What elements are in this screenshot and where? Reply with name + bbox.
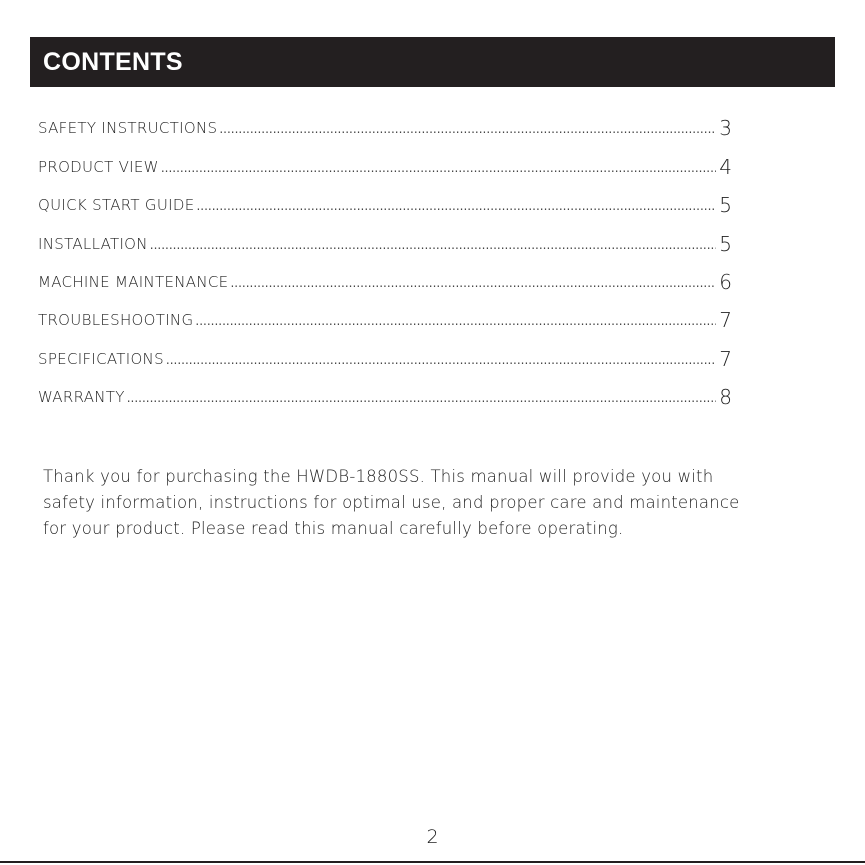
toc-entry-page: 7 — [719, 346, 732, 371]
toc-entry-page: 6 — [719, 269, 732, 294]
toc-entry-product-view[interactable] — [38, 139, 732, 177]
toc-entry-machine-maintenance[interactable] — [38, 255, 732, 293]
contents-header-bar — [30, 37, 835, 87]
toc-entry-label: WARRANTY — [38, 388, 125, 407]
toc-entry-page: 5 — [719, 193, 732, 218]
table-of-contents — [38, 101, 732, 408]
toc-entry-page: 8 — [719, 385, 732, 410]
page-number: 2 — [426, 826, 439, 848]
toc-entry-label: MACHINE MAINTENANCE — [38, 272, 229, 291]
toc-entry-label: PRODUCT VIEW — [38, 157, 159, 176]
toc-entry-page: 7 — [719, 308, 732, 333]
toc-entry-page: 4 — [719, 154, 732, 179]
toc-dot-leader — [127, 391, 716, 408]
toc-dot-leader — [196, 199, 716, 216]
intro-paragraph — [43, 464, 823, 542]
toc-entry-label: QUICK START GUIDE — [38, 196, 195, 215]
toc-entry-specifications[interactable] — [38, 331, 732, 369]
toc-entry-warranty[interactable] — [38, 370, 732, 408]
intro-line: safety information, instructions for optimal use, and proper care and maintenance — [43, 493, 740, 512]
toc-entry-label: SAFETY INSTRUCTIONS — [38, 119, 218, 138]
intro-line: Thank you for purchasing the HWDB-1880SS. This manual will provide you with — [43, 467, 714, 486]
toc-dot-leader — [161, 161, 716, 178]
intro-line: for your product. Please read this manual carefully before operating. — [43, 519, 624, 538]
toc-entry-quick-start-guide[interactable] — [38, 178, 732, 216]
toc-entry-label: TROUBLESHOOTING — [38, 311, 194, 330]
toc-entry-safety-instructions[interactable] — [38, 101, 732, 139]
toc-entry-troubleshooting[interactable] — [38, 293, 732, 331]
toc-entry-label: SPECIFICATIONS — [38, 349, 164, 368]
contents-title: CONTENTS — [43, 48, 183, 76]
bottom-divider — [0, 861, 865, 863]
toc-dot-leader — [195, 314, 716, 331]
toc-entry-installation[interactable] — [38, 216, 732, 254]
toc-entry-page: 5 — [719, 231, 732, 256]
toc-dot-leader — [219, 122, 716, 139]
toc-entry-label: INSTALLATION — [38, 234, 148, 253]
toc-dot-leader — [230, 276, 716, 293]
toc-entry-page: 3 — [719, 116, 732, 141]
toc-dot-leader — [166, 353, 716, 370]
toc-dot-leader — [150, 238, 716, 255]
